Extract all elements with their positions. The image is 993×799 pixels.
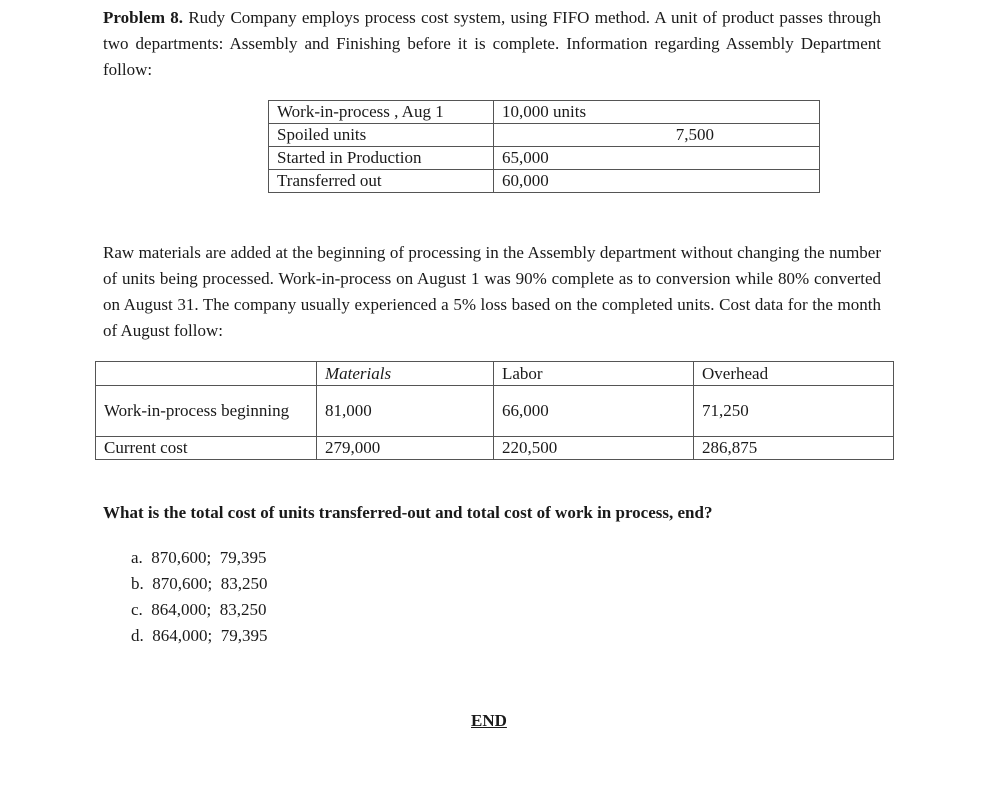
cost-table [95, 361, 894, 460]
choice-b: b. 870,600; 83,250 [131, 574, 268, 593]
table-row [96, 386, 894, 437]
header-empty-cell [96, 362, 317, 386]
cost-row-label: Current cost [96, 437, 317, 460]
body-paragraph: Raw materials are added at the beginning of processing in the Assembly department without changing the number of units being processed. Work-in-process on August 1 was 90% complete as to conversion while 80% converted on August 31. The company usually experienced a 5% loss based on the completed units. Cost data for the month of August follow: [103, 243, 881, 340]
table-row [269, 101, 820, 124]
choice-a: a. 870,600; 79,395 [131, 548, 267, 567]
units-row-label: Work-in-process , Aug 1 [269, 101, 494, 124]
header-materials: Materials [317, 362, 494, 386]
cost-materials-value: 81,000 [317, 386, 494, 437]
cost-overhead-value: 71,250 [694, 386, 894, 437]
intro-paragraph [103, 5, 881, 83]
cost-materials-value: 279,000 [317, 437, 494, 460]
table-row [96, 437, 894, 460]
units-row-label: Started in Production [269, 147, 494, 170]
choice-c: c. 864,000; 83,250 [131, 600, 267, 619]
table-row [269, 170, 820, 193]
header-overhead: Overhead [694, 362, 894, 386]
choice-d: d. 864,000; 79,395 [131, 626, 268, 645]
end-label: END [471, 711, 507, 730]
units-row-value: 65,000 [494, 147, 820, 170]
units-row-label: Transferred out [269, 170, 494, 193]
intro-text: Rudy Company employs process cost system, using FIFO method. A unit of product passes through two departments: Assembly and Finishing before it is complete. Information regarding Assembly Department follow: [103, 8, 881, 79]
answer-choices [131, 545, 267, 649]
table-row [269, 124, 820, 147]
cost-overhead-value: 286,875 [694, 437, 894, 460]
units-row-value: 10,000 units [494, 101, 820, 124]
units-table [268, 100, 820, 193]
cost-labor-value: 66,000 [494, 386, 694, 437]
problem-label: Problem 8. [103, 8, 184, 27]
table-row [269, 147, 820, 170]
cost-row-label: Work-in-process beginning [96, 386, 317, 437]
units-row-value: 60,000 [494, 170, 820, 193]
units-row-label: Spoiled units [269, 124, 494, 147]
header-labor: Labor [494, 362, 694, 386]
units-row-value: 7,500 [494, 124, 820, 147]
cost-labor-value: 220,500 [494, 437, 694, 460]
table-header-row [96, 362, 894, 386]
question-text: What is the total cost of units transferred-out and total cost of work in process, end? [103, 503, 713, 522]
